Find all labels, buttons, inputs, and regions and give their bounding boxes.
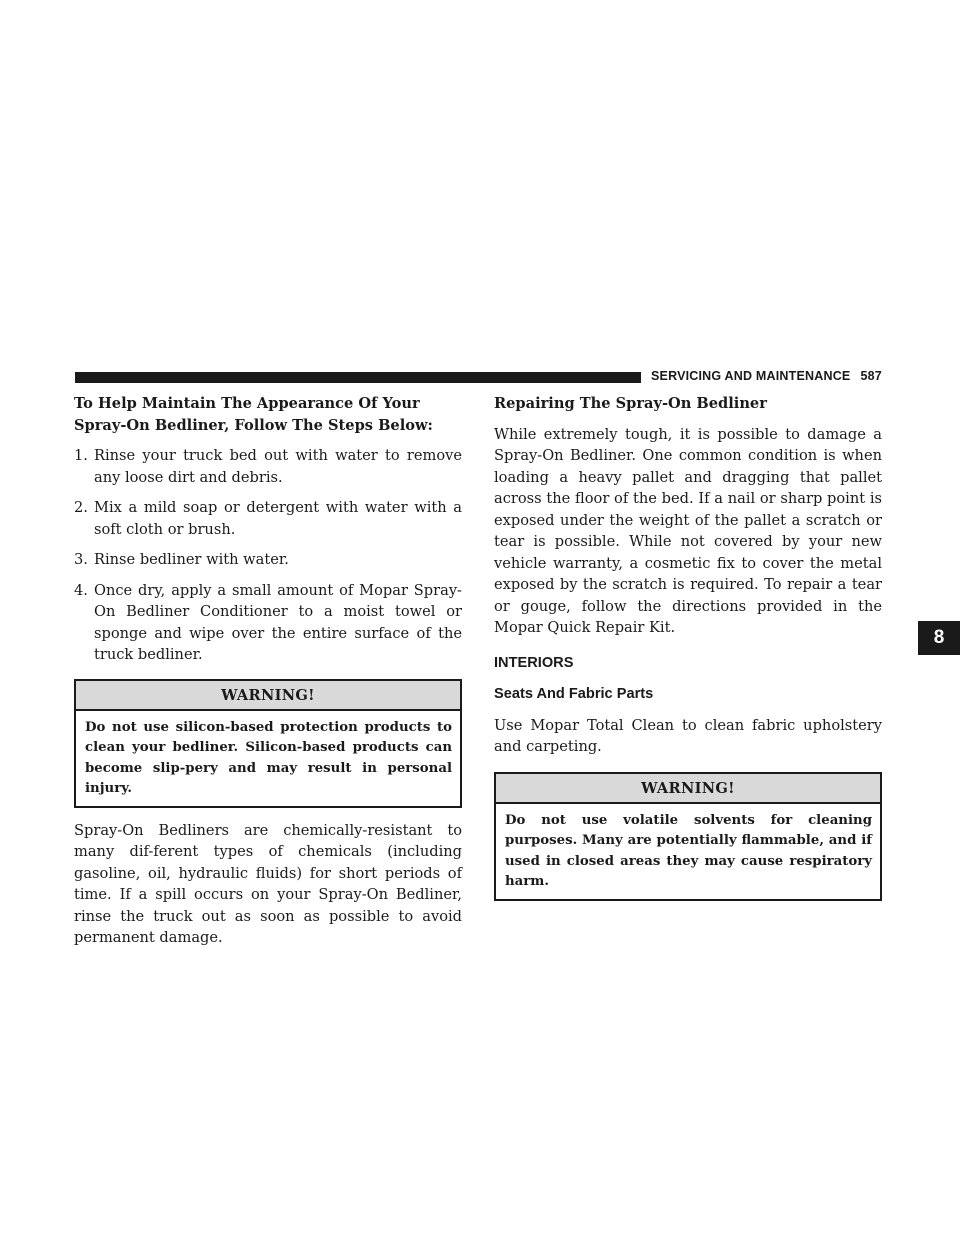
right-column — [494, 393, 882, 913]
step-number: 2. — [74, 499, 88, 516]
list-item — [74, 445, 462, 488]
list-item — [74, 580, 462, 666]
step-number: 1. — [74, 447, 88, 464]
step-text: Rinse your truck bed out with water to remove any loose dirt and debris. — [94, 447, 462, 486]
left-column — [74, 393, 462, 949]
section-title: SERVICING AND MAINTENANCE — [651, 369, 851, 383]
warning-text: Do not use silicon-based protection products to clean your bedliner. Silicon-based products can become slip-pery and may result in personal injury. — [85, 719, 452, 796]
step-number: 3. — [74, 551, 88, 568]
seats-paragraph: Use Mopar Total Clean to clean fabric upholstery and carpeting. — [494, 716, 882, 755]
warning-text: Do not use volatile solvents for cleaning purposes. Many are potentially flammable, and if used in closed areas they may cause respiratory harm. — [505, 812, 872, 889]
interiors-heading: INTERIORS — [494, 654, 574, 671]
step-text: Mix a mild soap or detergent with water with a soft cloth or brush. — [94, 499, 462, 538]
intro-heading: To Help Maintain The Appearance Of Your Spray-On Bedliner, Follow The Steps Below: — [74, 395, 433, 434]
step-text: Rinse bedliner with water. — [94, 551, 289, 568]
step-text: Once dry, apply a small amount of Mopar Spray-On Bedliner Conditioner to a moist towel or sponge and wipe over the entire surface of the truck bedliner. — [94, 581, 462, 663]
chapter-tab: 8 — [918, 621, 960, 655]
seats-heading: Seats And Fabric Parts — [494, 685, 654, 702]
steps-list — [74, 445, 462, 666]
warning-box-solvents — [494, 772, 882, 901]
list-item — [74, 497, 462, 540]
list-item — [74, 549, 462, 571]
repair-heading: Repairing The Spray-On Bedliner — [494, 395, 767, 412]
warning-title: WARNING! — [76, 681, 460, 711]
running-header — [651, 369, 882, 383]
warning-box-silicon — [74, 679, 462, 808]
chemical-resistance-paragraph: Spray-On Bedliners are chemically-resistant to many dif-ferent types of chemicals (including gasoline, oil, hydraulic fluids) for short periods of time. If a spill occurs on your Spray-On Bedliner, rinse the truck out as soon as possible to avoid permanent damage. — [74, 821, 462, 946]
page-number: 587 — [860, 369, 882, 383]
step-number: 4. — [74, 581, 88, 599]
header-rule — [75, 372, 641, 383]
warning-title: WARNING! — [496, 774, 880, 804]
repair-paragraph: While extremely tough, it is possible to damage a Spray-On Bedliner. One common condition is when loading a heavy pallet and dragging that pallet across the floor of the bed. If a nail or sharp point is exposed under the weight of the pallet a scratch or tear is possible. While not covered by your new vehicle warranty, a cosmetic fix to cover the metal exposed by the scratch is required. To repair a tear or gouge, follow the directions provided in the Mopar Quick Repair Kit. — [494, 425, 882, 636]
